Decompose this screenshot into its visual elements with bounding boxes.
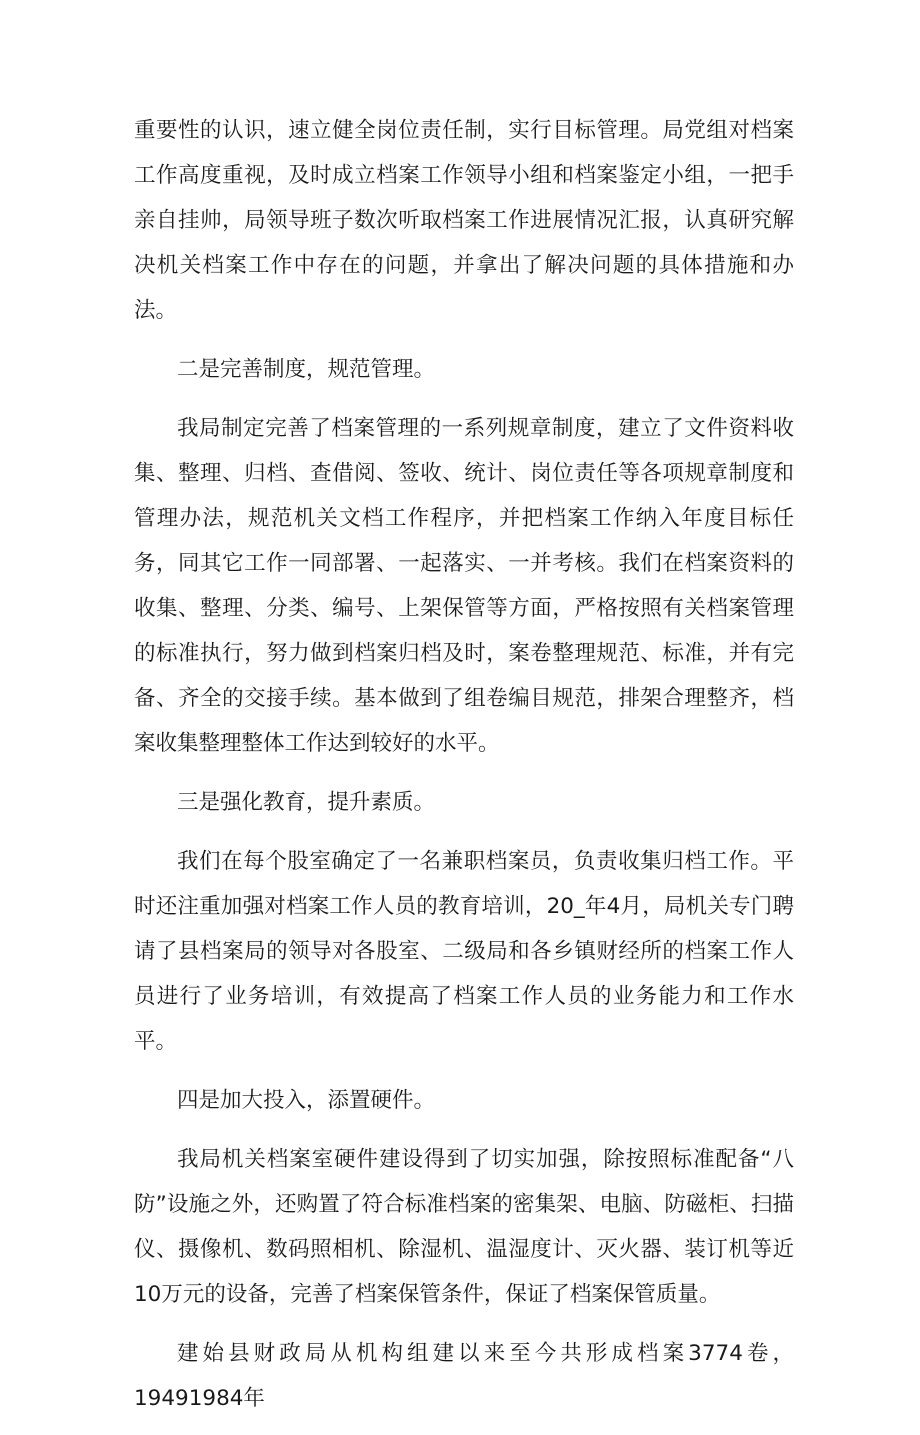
paragraph-hardware: 我局机关档案室硬件建设得到了切实加强，除按照标准配备“八防”设施之外，还购置了符合标准档案的密集架、电脑、防磁柜、扫描仪、摄像机、数码照相机、除湿机、温湿度计、灭火器、装订机等近10万元的设备，完善了档案保管条件，保证了档案保管质量。 [134,1147,794,1307]
heading-increase-investment: 四是加大投入，添置硬件。 [177,1088,436,1113]
heading-strengthen-education: 三是强化教育，提升素质。 [177,790,436,815]
paragraph-archive-count: 建始县财政局从机构组建以来至今共形成档案3774卷，19491984年 [134,1341,794,1411]
document-body [134,108,794,1435]
heading-improve-system: 二是完善制度，规范管理。 [177,357,436,382]
paragraph-rules-regulations: 我局制定完善了档案管理的一系列规章制度，建立了文件资料收集、整理、归档、查借阅、签收、统计、岗位责任等各项规章制度和管理办法，规范机关文档工作程序，并把档案工作纳入年度目标任务，同其它工作一同部署、一起落实、一并考核。我们在档案资料的收集、整理、分类、编号、上架保管等方面，严格按照有关档案管理的标准执行，努力做到档案归档及时，案卷整理规范、标准，并有完备、齐全的交接手续。基本做到了组卷编目规范，排架合理整齐，档案收集整理整体工作达到较好的水平。 [134,416,794,756]
paragraph-leadership-attention: 重要性的认识，速立健全岗位责任制，实行目标管理。局党组对档案工作高度重视，及时成立档案工作领导小组和档案鉴定小组，一把手亲自挂帅，局领导班子数次听取档案工作进展情况汇报，认真研究解决机关档案工作中存在的问题，并拿出了解决问题的具体措施和办法。 [134,118,794,323]
paragraph-training: 我们在每个股室确定了一名兼职档案员，负责收集归档工作。平时还注重加强对档案工作人员的教育培训，20_年4月，局机关专门聘请了县档案局的领导对各股室、二级局和各乡镇财经所的档案工作人员进行了业务培训，有效提高了档案工作人员的业务能力和工作水平。 [134,849,794,1054]
